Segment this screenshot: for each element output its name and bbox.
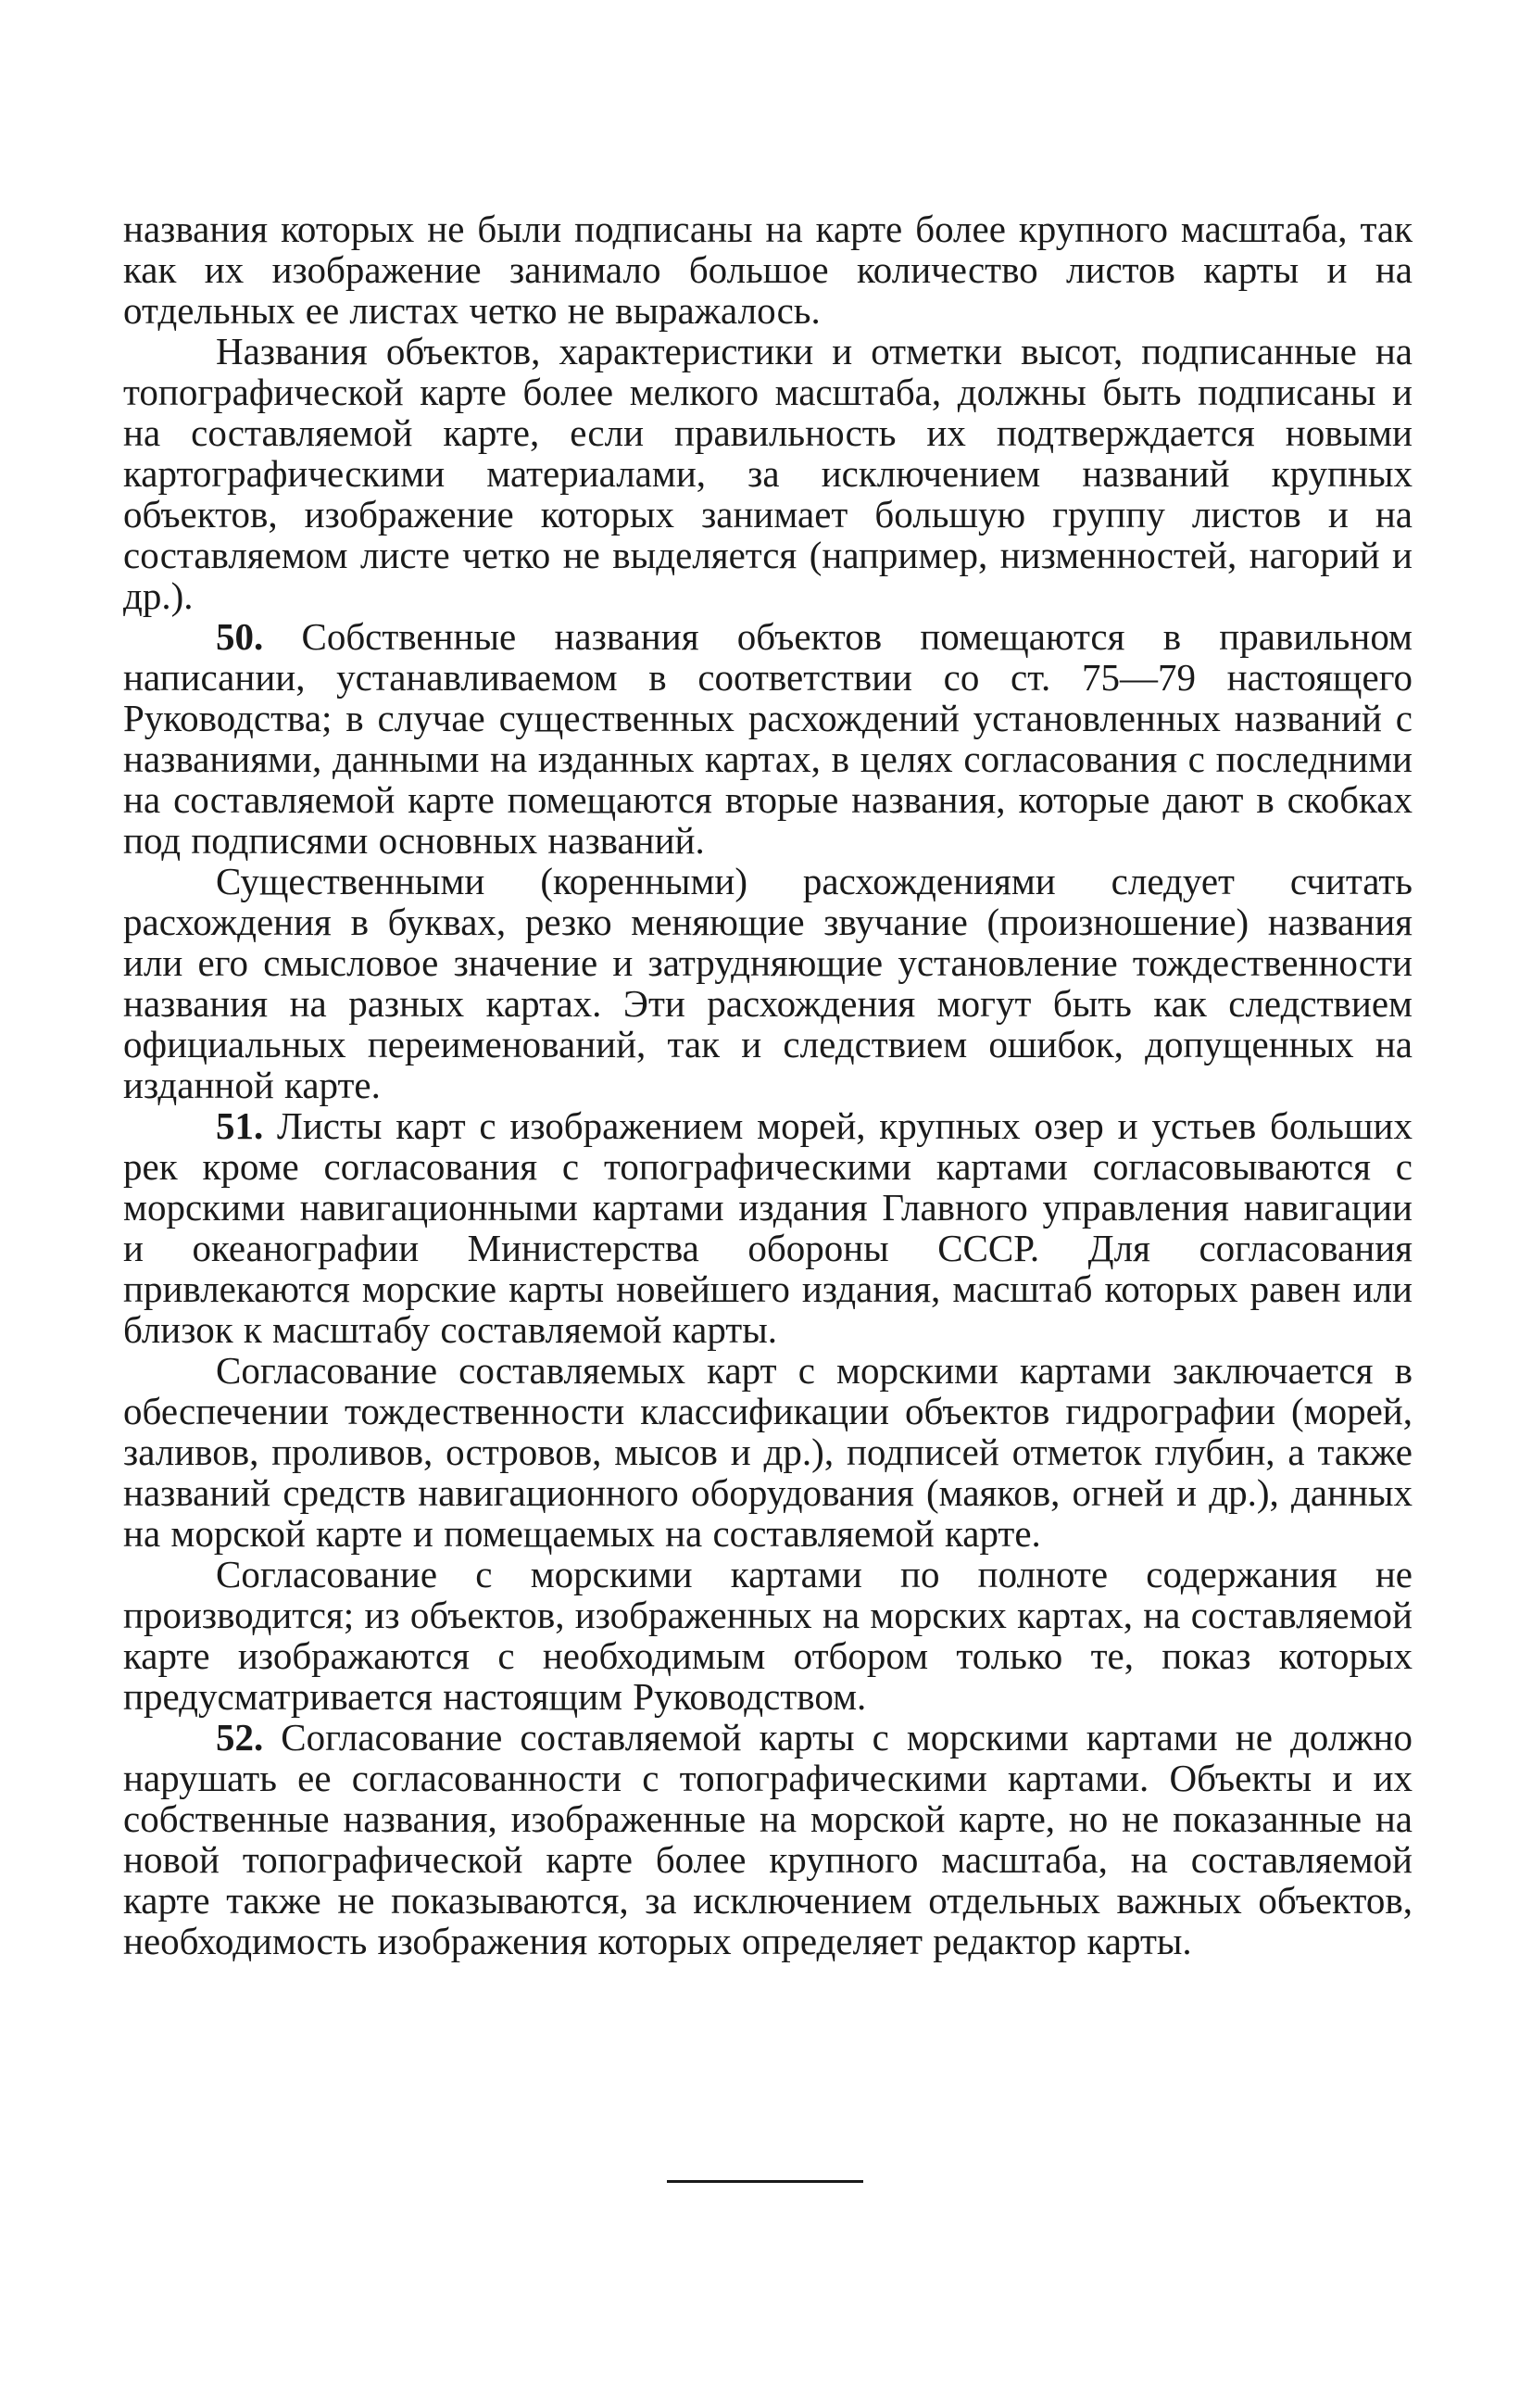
paragraph-text: Согласование составляемых карт с морскими картами заключается в обеспечении тождественности классификации объектов гидрографии (морей, заливов, проливов, островов, мысов и др.), подписей отметок глубин, а также названий средств навигационного оборудования (маяков, огней и др.), данных на морской карте и помещаемых на составляемой карте. xyxy=(123,1349,1413,1555)
paragraph xyxy=(123,331,1413,616)
paragraph-text: Названия объектов, характеристики и отметки высот, подписанные на топографической карте более мелкого масштаба, должны быть подписаны и на составляемой карте, если правильность их подтверждается новыми картографическими материалами, за исключением названий крупных объектов, изображение которых занимает большую группу листов и на составляемом листе четко не выделяется (например, низменностей, нагорий и др.). xyxy=(123,330,1413,617)
article-number: 52. xyxy=(216,1716,264,1759)
article-number: 51. xyxy=(216,1104,264,1147)
paragraph-text: Листы карт с изображением морей, крупных озер и устьев больших рек кроме согласования с топографическими картами согласовываются с морскими навигационными картами издания Главного управления навигации и океанографии Министерства обороны СССР. Для согласования привлекаются морские карты новейшего издания, масштаб которых равен или близок к масштабу составляемой карты. xyxy=(123,1104,1413,1351)
paragraph xyxy=(123,1350,1413,1554)
paragraph-text: Собственные названия объектов помещаются в правильном написании, устанавливаемом в соответствии со ст. 75—79 настоящего Руководства; в случае существенных расхождений установленных названий с названиями, данными на изданных картах, в целях согласования с последними на составляемой карте помещаются вторые названия, которые дают в скобках под подписями основных названий. xyxy=(123,615,1413,862)
article-51 xyxy=(123,1105,1413,1350)
body-text xyxy=(123,208,1413,1961)
paragraph xyxy=(123,1554,1413,1717)
article-number: 50. xyxy=(216,615,264,658)
paragraph-text: названия которых не были подписаны на карте более крупного масштаба, так как их изображение занимало большое количество листов карты и на отдельных ее листах четко не выражалось. xyxy=(123,208,1413,332)
paragraph-continuation xyxy=(123,208,1413,331)
paragraph xyxy=(123,861,1413,1105)
paragraph-text: Существенными (коренными) расхождениями следует считать расхождения в буквах, резко меняющие звучание (произношение) названия или его смысловое значение и затрудняющие установление тождественности названия на разных картах. Эти расхождения могут быть как следствием официальных переименований, так и следствием ошибок, допущенных на изданной карте. xyxy=(123,860,1413,1106)
section-end-rule xyxy=(667,2180,863,2183)
paragraph-text: Согласование составляемой карты с морскими картами не должно нарушать ее согласованности с топографическими картами. Объекты и их собственные названия, изображенные на морской карте, но не показанные на новой топографической карте более крупного масштаба, на составляемой карте также не показываются, за исключением отдельных важных объектов, необходимость изображения которых определяет редактор карты. xyxy=(123,1716,1413,1962)
article-50 xyxy=(123,616,1413,861)
article-52 xyxy=(123,1717,1413,1961)
paragraph-text: Согласование с морскими картами по полноте содержания не производится; из объектов, изображенных на морских картах, на составляемой карте изображаются с необходимым отбором только те, показ которых предусматривается настоящим Руководством. xyxy=(123,1553,1413,1718)
